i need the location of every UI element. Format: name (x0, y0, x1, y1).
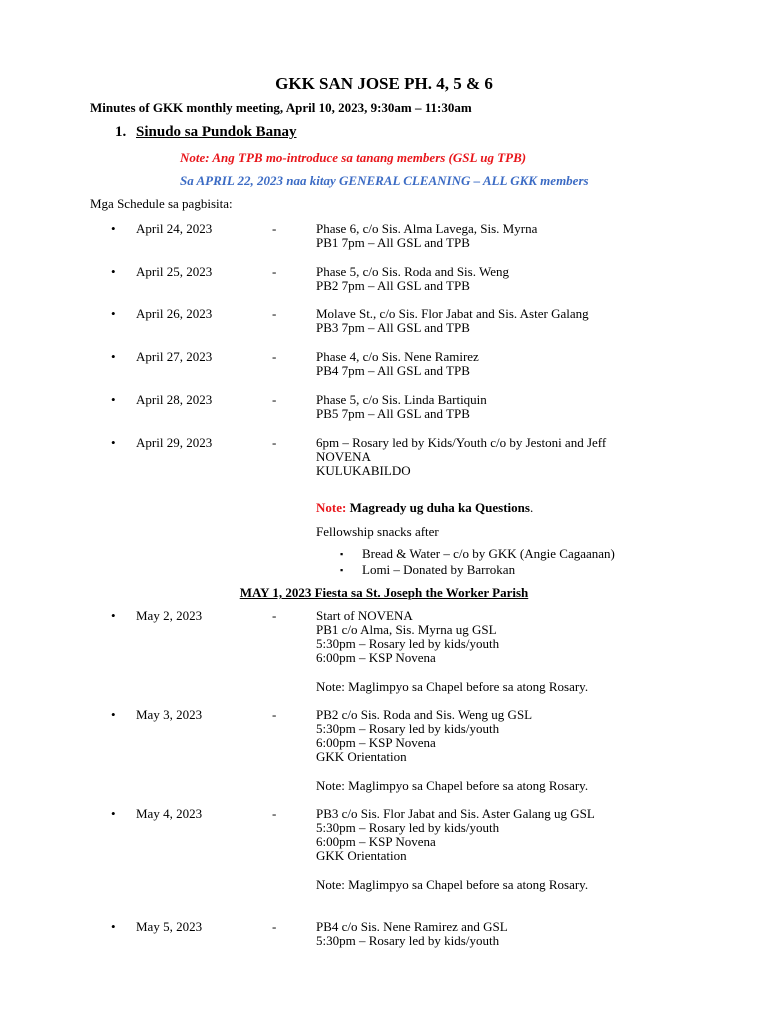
detail-line: Phase 5, c/o Sis. Linda Bartiquin (316, 392, 487, 407)
detail-line: PB1 7pm – All GSL and TPB (316, 235, 470, 250)
detail-line: 5:30pm – Rosary led by kids/youth (316, 721, 500, 736)
detail-line: PB1 c/o Alma, Sis. Myrna ug GSL (316, 622, 497, 637)
schedule-dash: - (272, 919, 277, 934)
schedule-date: May 3, 2023 (136, 707, 203, 722)
detail-line: PB2 7pm – All GSL and TPB (316, 278, 470, 293)
bullet-icon: • (111, 306, 116, 321)
schedule-date: April 25, 2023 (136, 264, 213, 279)
section-number: 1. (115, 124, 127, 140)
bullet-icon: • (111, 264, 116, 279)
detail-line: Start of NOVENA (316, 608, 413, 623)
note-label: Note: (316, 500, 347, 515)
detail-line: 5:30pm – Rosary led by kids/youth (316, 933, 500, 948)
schedule-dash: - (272, 806, 277, 821)
detail-line: PB5 7pm – All GSL and TPB (316, 406, 470, 421)
chapel-note: Note: Maglimpyo sa Chapel before sa atong Rosary. (316, 877, 589, 892)
schedule-dash: - (272, 221, 277, 236)
detail-line: 6pm – Rosary led by Kids/Youth c/o by Jestoni and Jeff (316, 435, 607, 450)
schedule-dash: - (272, 435, 277, 450)
note-tpb-introduce: Note: Ang TPB mo-introduce sa tanang members (GSL ug TPB) (180, 150, 527, 165)
fellowship-text: Fellowship snacks after (316, 524, 439, 539)
chapel-note: Note: Maglimpyo sa Chapel before sa atong Rosary. (316, 778, 589, 793)
document-title: GKK SAN JOSE PH. 4, 5 & 6 (275, 74, 493, 93)
detail-line: PB3 7pm – All GSL and TPB (316, 320, 470, 335)
schedule-dash: - (272, 707, 277, 722)
schedule-dash: - (272, 306, 277, 321)
schedule-date: April 26, 2023 (136, 306, 213, 321)
schedule-details (316, 265, 509, 293)
schedule-dash: - (272, 608, 277, 623)
schedule-date: April 29, 2023 (136, 435, 213, 450)
questions-note (316, 500, 533, 516)
bullet-icon: • (111, 806, 116, 821)
fiesta-heading: MAY 1, 2023 Fiesta sa St. Joseph the Worker Parish (239, 585, 529, 600)
schedule-date: April 28, 2023 (136, 392, 213, 407)
schedule-date: April 27, 2023 (136, 349, 213, 364)
snack-item: Lomi – Donated by Barrokan (362, 562, 516, 577)
detail-line: Phase 6, c/o Sis. Alma Lavega, Sis. Myrna (316, 221, 538, 236)
bullet-icon: • (111, 221, 116, 236)
detail-line: Phase 5, c/o Sis. Roda and Sis. Weng (316, 264, 509, 279)
schedule-date: May 2, 2023 (136, 608, 203, 623)
bullet-icon: • (111, 919, 116, 934)
note-text: Magready ug duha ka Questions (349, 500, 530, 515)
detail-line: NOVENA (316, 449, 371, 464)
detail-line: 6:00pm – KSP Novena (316, 650, 436, 665)
detail-line: PB2 c/o Sis. Roda and Sis. Weng ug GSL (316, 707, 533, 722)
spacer (316, 665, 588, 680)
detail-line: GKK Orientation (316, 749, 407, 764)
meeting-subtitle: Minutes of GKK monthly meeting, April 10, 2023, 9:30am – 11:30am (90, 100, 472, 115)
bullet-icon: • (111, 608, 116, 623)
schedule-dash: - (272, 392, 277, 407)
detail-line: PB3 c/o Sis. Flor Jabat and Sis. Aster Galang ug GSL (316, 806, 595, 821)
schedule-date: May 5, 2023 (136, 919, 203, 934)
square-bullet-icon: ▪ (340, 549, 344, 559)
section-title: Sinudo sa Pundok Banay (136, 124, 297, 140)
spacer (316, 863, 595, 878)
bullet-icon: • (111, 349, 116, 364)
schedule-date: April 24, 2023 (136, 221, 213, 236)
schedule-details (316, 222, 537, 250)
detail-line: 5:30pm – Rosary led by kids/youth (316, 636, 500, 651)
schedule-details (316, 350, 479, 378)
schedule-details (316, 609, 588, 694)
detail-line: PB4 7pm – All GSL and TPB (316, 363, 470, 378)
schedule-details (316, 436, 606, 478)
detail-line: Molave St., c/o Sis. Flor Jabat and Sis. Aster Galang (316, 306, 589, 321)
detail-line: 5:30pm – Rosary led by kids/youth (316, 820, 500, 835)
detail-line: 6:00pm – KSP Novena (316, 834, 436, 849)
schedule-intro: Mga Schedule sa pagbisita: (90, 196, 233, 211)
bullet-icon: • (111, 392, 116, 407)
bullet-icon: • (111, 435, 116, 450)
detail-line: Phase 4, c/o Sis. Nene Ramirez (316, 349, 479, 364)
detail-line: PB4 c/o Sis. Nene Ramirez and GSL (316, 919, 508, 934)
schedule-dash: - (272, 264, 277, 279)
schedule-details (316, 708, 588, 793)
note-suffix: . (529, 500, 534, 515)
detail-line: KULUKABILDO (316, 463, 411, 478)
schedule-date: May 4, 2023 (136, 806, 203, 821)
schedule-dash: - (272, 349, 277, 364)
spacer (316, 764, 588, 779)
bullet-icon: • (111, 707, 116, 722)
chapel-note: Note: Maglimpyo sa Chapel before sa atong Rosary. (316, 679, 589, 694)
detail-line: 6:00pm – KSP Novena (316, 735, 436, 750)
schedule-details (316, 920, 508, 948)
schedule-details (316, 807, 595, 892)
square-bullet-icon: ▪ (340, 565, 344, 575)
schedule-details (316, 393, 487, 421)
snack-item: Bread & Water – c/o by GKK (Angie Cagaanan) (362, 546, 615, 561)
note-general-cleaning: Sa APRIL 22, 2023 naa kitay GENERAL CLEANING – ALL GKK members (180, 173, 589, 188)
detail-line: GKK Orientation (316, 848, 407, 863)
schedule-details (316, 307, 589, 335)
